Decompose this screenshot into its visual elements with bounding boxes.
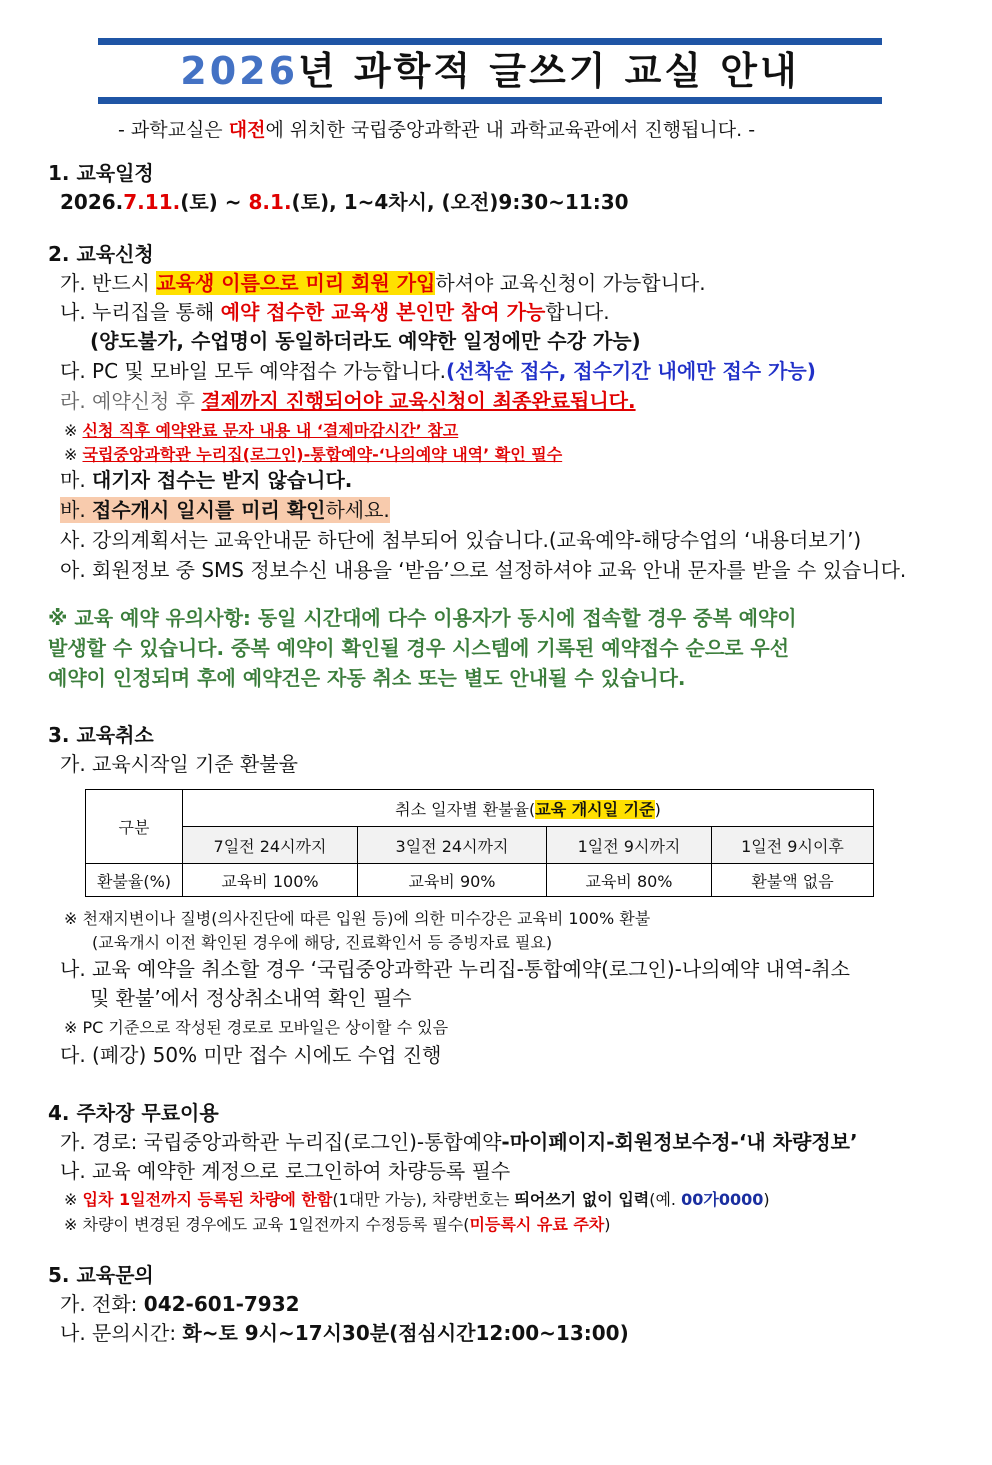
text: 가. 반드시 [60,271,157,295]
cancel-item-ga: 가. 교육시작일 기준 환불율 [60,752,298,776]
section-4-heading: 4. 주차장 무료이용 [48,1101,219,1125]
table-rate: 환불액 없음 [712,864,874,897]
text: (예. [649,1190,682,1209]
text: ) [654,799,661,819]
table-rate: 교육비 80% [547,864,712,897]
text: 하세요. [325,498,390,522]
title-text: 년 과학적 글쓰기 교실 안내 [298,49,800,93]
text: ※ 차량이 변경된 경우에도 교육 1일전까지 수정등록 필수( [64,1215,470,1234]
text: 가. 경로: 국립중앙과학관 누리집(로그인)-통합예약 [60,1130,502,1154]
text: ) [604,1215,611,1234]
hours-text: 화~토 9시~17시30분(점심시간12:00~13:00) [182,1321,629,1345]
warning-line-3: 예약이 인정되며 후에 예약건은 자동 취소 또는 별도 안내될 수 있습니다. [48,666,686,690]
parking-note-2 [64,1212,611,1238]
cancel-item-na-1: 나. 교육 예약을 취소할 경우 ‘국립중앙과학관 누리집-통합예약(로그인)-나의예약 내역-취소 [60,957,850,981]
text: (1대만 가능), 차량번호는 [332,1190,515,1209]
table-period: 1일전 9시까지 [547,827,712,864]
text: 다. PC 및 모바일 모두 예약접수 가능합니다. [60,359,447,383]
section-3-heading: 3. 교육취소 [48,723,154,747]
cancel-item-da: 다. (폐강) 50% 미만 접수 시에도 수업 진행 [60,1043,442,1067]
contact-phone [60,1291,300,1317]
apply-item-ga [60,270,706,296]
table-period: 3일전 24시까지 [358,827,547,864]
highlight-self-only: 예약 접수한 교육생 본인만 참여 가능 [220,300,546,324]
table-rate: 교육비 100% [183,864,358,897]
section-1-heading: 1. 교육일정 [48,161,154,185]
text: 나. 누리집을 통해 [60,300,221,324]
subtitle-part: - 과학교실은 [118,119,229,141]
schedule-end: 8.1. [248,190,292,214]
text: ) [763,1190,770,1209]
text-bold: 띄어쓰기 없이 입력 [514,1190,650,1209]
apply-item-na [60,299,610,325]
text-bold: 대기자 접수는 받지 않습니다. [92,468,353,492]
parking-item-na: 나. 교육 예약한 계정으로 로그인하여 차량등록 필수 [60,1159,511,1183]
schedule-start: 7.11. [123,190,181,214]
apply-item-ba [60,497,390,523]
cancel-note-1b: (교육개시 이전 확인된 경우에 해당, 진료확인서 등 증빙자료 필요) [92,933,553,952]
note-highlight: 입차 1일전까지 등록된 차량에 한함 [82,1190,333,1209]
subtitle-city: 대전 [228,119,266,141]
contact-hours [60,1320,629,1346]
table-row-label: 환불율(%) [86,864,183,897]
apply-item-na-note: (양도불가, 수업명이 동일하더라도 예약한 일정에만 수강 가능) [90,329,641,353]
title-banner [98,38,882,104]
highlight-payment: 결제까지 진행되어야 교육신청이 최종완료됩니다. [201,389,636,413]
table-period: 7일전 24시까지 [183,827,358,864]
parking-item-ga [60,1129,858,1155]
schedule-part: (토), 1~4차시, (오전)9:30~11:30 [291,190,629,214]
table-group-header [183,790,874,827]
parking-note-1 [64,1187,770,1213]
apply-note-2 [64,442,562,468]
subtitle [118,117,755,143]
note-mark: ※ [64,445,83,464]
apply-item-a: 아. 회원정보 중 SMS 정보수신 내용을 ‘받음’으로 설정하셔야 교육 안내 문자를 받을 수 있습니다. [60,558,907,582]
cancel-note-1: ※ 천재지변이나 질병(의사진단에 따른 입원 등)에 의한 미수강은 교육비 100% 환불 [64,909,651,928]
highlight-first-come: (선착순 접수, 접수기간 내에만 접수 가능) [446,359,816,383]
title-year: 2026 [180,49,299,93]
cancel-item-na-2: 및 환불’에서 정상취소내역 확인 필수 [90,986,412,1010]
note-text: 국립중앙과학관 누리집(로그인)-통합예약-‘나의예약 내역’ 확인 필수 [82,445,563,464]
schedule-line [60,189,629,215]
apply-item-ma [60,467,352,493]
highlight-signup: 교육생 이름으로 미리 회원 가입 [156,271,436,295]
table-rate: 교육비 90% [358,864,547,897]
schedule-part: (토) ~ [180,190,249,214]
section-2-heading: 2. 교육신청 [48,242,154,266]
table-period: 1일전 9시이후 [712,827,874,864]
refund-table [85,789,874,897]
text-bold: 접수개시 일시를 미리 확인 [92,498,326,522]
apply-note-1 [64,418,458,444]
warning-line-1: ※ 교육 예약 유의사항: 동일 시간대에 다수 이용자가 동시에 접속할 경우 중복 예약이 [48,606,797,630]
text: 취소 일자별 환불율( [395,799,536,819]
apply-item-da [60,358,816,384]
section-5-heading: 5. 교육문의 [48,1263,154,1287]
text: 라. 예약신청 후 [60,389,202,413]
text-bold: -마이페이지-회원정보수정-‘내 차량정보’ [501,1130,858,1154]
phone-number: 042-601-7932 [143,1292,300,1316]
text: 나. 문의시간: [60,1321,183,1345]
apply-item-sa: 사. 강의계획서는 교육안내문 하단에 첨부되어 있습니다.(교육예약-해당수업의 ‘내용더보기’) [60,528,862,552]
note-highlight: 미등록시 유료 주차 [469,1215,605,1234]
warning-line-2: 발생할 수 있습니다. 중복 예약이 확인될 경우 시스템에 기록된 예약접수 순으로 우선 [48,636,790,660]
apply-item-ra [60,388,636,414]
text: 마. [60,468,93,492]
schedule-part: 2026. [60,190,124,214]
subtitle-part: 에 위치한 국립중앙과학관 내 과학교육관에서 진행됩니다. - [265,119,756,141]
text: 하셔야 교육신청이 가능합니다. [435,271,706,295]
text: 합니다. [545,300,610,324]
plate-example: 00가0000 [681,1190,764,1209]
note-mark: ※ [64,1190,83,1209]
note-mark: ※ [64,421,83,440]
text: 가. 전화: [60,1292,144,1316]
text: 바. [60,498,93,522]
page-title [98,45,882,97]
table-header-label: 구분 [86,790,183,864]
note-text: 신청 직후 예약완료 문자 내용 내 ‘결제마감시간’ 참고 [82,421,459,440]
cancel-note-2: ※ PC 기준으로 작성된 경로로 모바일은 상이할 수 있음 [64,1018,449,1037]
highlight-start-date: 교육 개시일 기준 [535,799,655,819]
